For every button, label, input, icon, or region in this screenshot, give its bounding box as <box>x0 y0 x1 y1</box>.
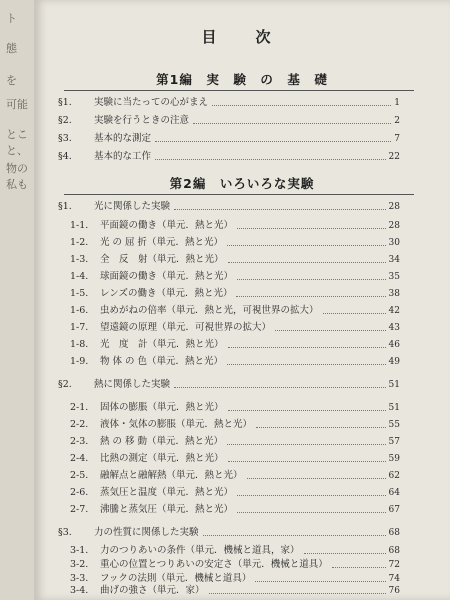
entry-number: 3-2. <box>70 559 89 570</box>
entry-page: 30 <box>388 238 400 248</box>
toc-entry[interactable] <box>58 150 400 164</box>
leader-dots <box>256 427 386 428</box>
toc-entry[interactable] <box>70 304 400 318</box>
part-1-heading: 第1編 実 験 の 基 礎 <box>156 72 328 87</box>
entry-page: 67 <box>388 505 400 515</box>
entry-number: 1-7. <box>70 322 89 333</box>
toc-entry[interactable] <box>70 584 400 598</box>
leader-dots <box>237 228 386 229</box>
leader-dots <box>228 347 386 348</box>
section-page: 28 <box>388 202 400 212</box>
section-title: 熱に関係した実験 <box>94 379 171 390</box>
part-1-rule <box>64 90 414 91</box>
entry-title: 比熱の測定（単元．熱と光） <box>100 453 224 464</box>
leader-dots <box>237 279 386 280</box>
entry-page: 51 <box>388 403 400 413</box>
section-page: 51 <box>388 380 400 390</box>
leader-dots <box>212 105 391 106</box>
entry-title: 基本的な測定 <box>94 133 152 144</box>
entry-number: 1-3. <box>70 254 89 265</box>
toc-entry[interactable] <box>58 96 400 110</box>
leader-dots <box>237 512 386 513</box>
toc-entry[interactable] <box>70 401 400 415</box>
toc-entry[interactable] <box>70 435 400 449</box>
entry-title: 融解点と融解熱（単元．熱と光） <box>100 470 243 481</box>
toc-entry[interactable] <box>70 486 400 500</box>
leader-dots <box>304 553 386 554</box>
entry-title: 実験を行うときの注意 <box>94 115 190 126</box>
entry-page: 22 <box>388 152 400 162</box>
entry-page: 64 <box>388 488 400 498</box>
entry-number: 2-5. <box>70 470 89 481</box>
entry-number: 3-1. <box>70 545 89 556</box>
entry-title: 基本的な工作 <box>94 151 152 162</box>
section-number: §2. <box>58 379 72 390</box>
edge-char: 物の <box>6 162 28 175</box>
adjacent-page-edge <box>0 0 34 600</box>
entry-title: 光 の 屈 折（単元．熱と光） <box>100 237 224 248</box>
entry-number: §1. <box>58 97 72 108</box>
entry-page: 43 <box>388 323 400 333</box>
leader-dots <box>275 330 386 331</box>
entry-number: 1-2. <box>70 237 89 248</box>
leader-dots <box>155 159 386 160</box>
section-number: §1. <box>58 201 72 212</box>
toc-section[interactable] <box>58 200 400 214</box>
entry-number: 2-3. <box>70 436 89 447</box>
entry-number: 2-2. <box>70 419 89 430</box>
leader-dots <box>227 245 385 246</box>
toc-entry[interactable] <box>70 321 400 335</box>
entry-title: 熱 の 移 動（単元．熱と光） <box>100 436 224 447</box>
entry-title: 曲げの強さ（単元．家） <box>100 585 205 596</box>
entry-number: 2-1. <box>70 402 89 413</box>
entry-title: 球面鏡の働き（単元．熱と光） <box>100 271 234 282</box>
entry-number: §3. <box>58 133 72 144</box>
toc-section[interactable] <box>58 526 400 540</box>
leader-dots <box>227 444 385 445</box>
section-title: 力の性質に関係した実験 <box>94 527 199 538</box>
entry-page: 72 <box>388 560 400 570</box>
entry-number: 1-1. <box>70 220 89 231</box>
toc-entry[interactable] <box>70 355 400 369</box>
leader-dots <box>228 410 386 411</box>
section-title: 光に関係した実験 <box>94 201 171 212</box>
section-page: 68 <box>388 528 400 538</box>
toc-entry[interactable] <box>70 418 400 432</box>
toc-entry[interactable] <box>70 287 400 301</box>
entry-page: 28 <box>388 221 400 231</box>
leader-dots <box>332 567 386 568</box>
entry-number: 3-4. <box>70 585 89 596</box>
entry-page: 2 <box>394 116 400 126</box>
edge-char: を <box>6 74 17 87</box>
entry-number: 3-3. <box>70 573 89 584</box>
entry-page: 38 <box>388 289 400 299</box>
toc-entry[interactable] <box>70 503 400 517</box>
leader-dots <box>174 387 386 388</box>
part-2-rule <box>64 194 414 195</box>
leader-dots <box>209 593 386 594</box>
leader-dots <box>155 141 391 142</box>
entry-page: 35 <box>388 272 400 282</box>
entry-title: 沸騰と蒸気圧（単元．熱と光） <box>100 504 234 515</box>
entry-title: 平面鏡の働き（単元．熱と光） <box>100 220 234 231</box>
entry-title: 光 度 計（単元．熱と光） <box>100 339 224 350</box>
entry-title: 望遠鏡の原理（単元．可視世界の拡大） <box>100 322 272 333</box>
entry-page: 68 <box>388 546 400 556</box>
toc-entry[interactable] <box>70 452 400 466</box>
toc-entry[interactable] <box>58 132 400 146</box>
leader-dots <box>227 364 385 365</box>
leader-dots <box>247 478 386 479</box>
entry-title: 物 体 の 色（単元．熱と光） <box>100 356 224 367</box>
leader-dots <box>228 461 386 462</box>
entry-page: 74 <box>388 574 400 584</box>
entry-page: 7 <box>394 134 400 144</box>
entry-number: 1-5. <box>70 288 89 299</box>
entry-page: 55 <box>388 420 400 430</box>
entry-number: 1-4. <box>70 271 89 282</box>
toc-entry[interactable] <box>70 253 400 267</box>
part-2-heading: 第2編 いろいろな実験 <box>169 176 315 191</box>
entry-page: 76 <box>388 586 400 596</box>
page-title: 目 次 <box>201 28 283 46</box>
toc-entry[interactable] <box>58 114 400 128</box>
entry-title: 全 反 射（単元．熱と光） <box>100 254 224 265</box>
toc-section[interactable] <box>58 378 400 392</box>
toc-entry[interactable] <box>70 338 400 352</box>
entry-page: 62 <box>388 471 400 481</box>
edge-char: 可能 <box>6 98 28 111</box>
edge-char: 私も <box>6 178 28 191</box>
entry-page: 46 <box>388 340 400 350</box>
entry-title: レンズの働き（単元．熱と光） <box>100 288 233 299</box>
entry-title: 実験に当たっての心がまえ <box>94 97 209 108</box>
entry-title: 力のつりあいの条件（単元．機械と道具，家） <box>100 545 300 556</box>
leader-dots <box>236 296 385 297</box>
leader-dots <box>237 495 386 496</box>
edge-char: とこ <box>6 128 28 141</box>
entry-page: 34 <box>388 255 400 265</box>
leader-dots <box>193 123 391 124</box>
entry-number: 2-6. <box>70 487 89 498</box>
section-number: §3. <box>58 527 72 538</box>
edge-char: ト <box>6 12 17 25</box>
leader-dots <box>203 535 386 536</box>
entry-number: 1-8. <box>70 339 89 350</box>
entry-title: フックの法則（単元．機械と道具） <box>100 573 252 584</box>
toc-entry[interactable] <box>70 558 400 572</box>
entry-page: 1 <box>394 98 400 108</box>
entry-number: 1-6. <box>70 305 89 316</box>
toc-entry[interactable] <box>70 544 400 558</box>
entry-number: 2-7. <box>70 504 89 515</box>
edge-char: 態 <box>6 42 17 55</box>
toc-entry[interactable] <box>70 236 400 250</box>
entry-page: 49 <box>388 357 400 367</box>
entry-title: 液体・気体の膨脹（単元．熱と光） <box>100 419 253 430</box>
entry-number: 2-4. <box>70 453 89 464</box>
entry-page: 59 <box>388 454 400 464</box>
toc-entry[interactable] <box>70 270 400 284</box>
entry-page: 57 <box>388 437 400 447</box>
toc-entry[interactable] <box>70 469 400 483</box>
entry-title: 固体の膨脹（単元．熱と光） <box>100 402 224 413</box>
toc-entry[interactable] <box>70 219 400 233</box>
leader-dots <box>228 262 386 263</box>
entry-page: 42 <box>388 306 400 316</box>
entry-title: 蒸気圧と温度（単元．熱と光） <box>100 487 234 498</box>
book-page <box>34 0 450 600</box>
leader-dots <box>323 313 386 314</box>
entry-number: §4. <box>58 151 72 162</box>
edge-char: と、 <box>6 144 28 157</box>
entry-title: 虫めがねの倍率（単元．熱と光，可視世界の拡大） <box>100 305 319 316</box>
leader-dots <box>255 581 385 582</box>
leader-dots <box>174 209 386 210</box>
entry-number: 1-9. <box>70 356 89 367</box>
entry-number: §2. <box>58 115 72 126</box>
entry-title: 重心の位置とつりあいの安定さ（単元．機械と道具） <box>100 559 328 570</box>
